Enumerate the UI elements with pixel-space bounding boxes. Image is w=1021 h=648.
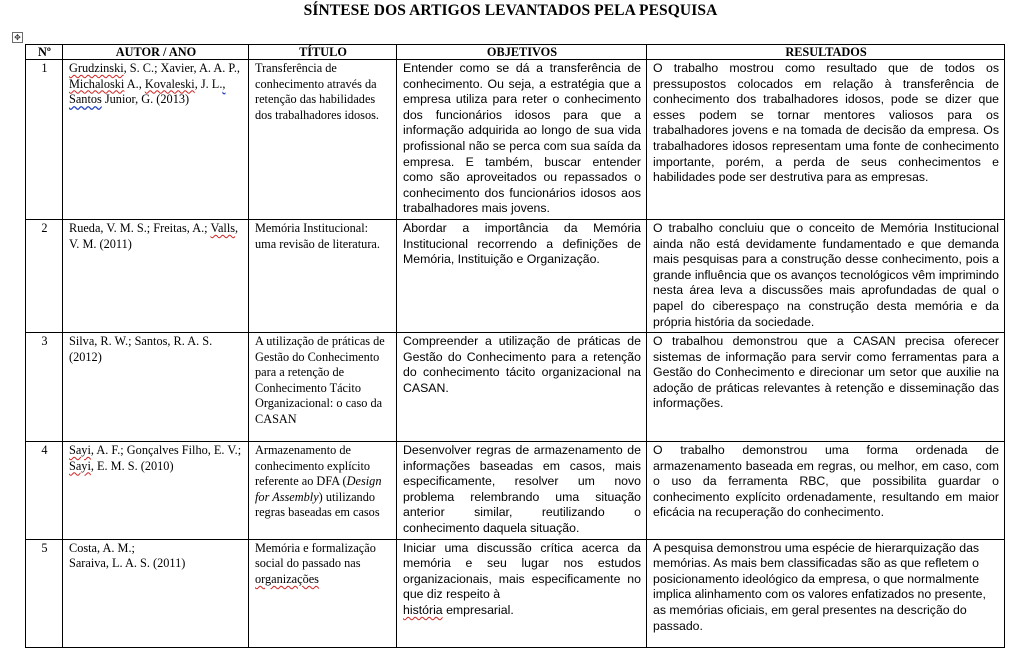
author-part: Junior, G. (2013) (101, 92, 190, 107)
table-row (26, 60, 1005, 220)
title-part: Memória e formalização social do passado nas (255, 540, 376, 571)
header-title: TÍTULO (249, 45, 397, 60)
author-line: Saraiva, L. A. S. (2011) (69, 556, 186, 571)
title-part: organizações (255, 571, 319, 586)
table-row (26, 333, 1005, 442)
author-part: A., (124, 76, 145, 91)
cell-results[interactable]: O trabalho concluiu que o conceito de Memória Institucional ainda não está devidamente fundamentado e que demanda mais pesquisas para a construção desse conhecimento, pois a grande influência que os avanços tecnológicos vêm imprimindo nesta área leva a discussões mais aprofundadas de qual o papel do ciberespaço na construção desta memória e da própria história da sociedade. (647, 219, 1005, 332)
objectives-part: história (403, 603, 443, 618)
cell-num[interactable]: 3 (26, 333, 63, 442)
cell-author[interactable]: Silva, R. W.; Santos, R. A. S. (2012) (63, 333, 249, 442)
cell-objectives[interactable]: Compreender a utilização de práticas de Gestão do Conhecimento para a retenção do conhecimento tácito organizacional na CASAN. (397, 333, 647, 442)
author-part: Sayi (69, 443, 91, 458)
cell-num[interactable]: 4 (26, 442, 63, 540)
summary-table (25, 44, 1005, 648)
cell-title[interactable]: Memória Institucional: uma revisão de literatura. (249, 219, 397, 332)
cell-title[interactable]: A utilização de práticas de Gestão do Conhecimento para a retenção de Conhecimento Tácito Organizacional: o caso da CASAN (249, 333, 397, 442)
author-part: , V. M. (2011) (69, 220, 239, 251)
cell-author[interactable] (63, 219, 249, 332)
author-part: , J. L. (194, 76, 223, 91)
author-part: , E. M. S. (2010) (90, 458, 174, 473)
author-part: , A. F.; Gonçalves Filho, E. V.; (90, 443, 242, 458)
cell-num[interactable]: 2 (26, 219, 63, 332)
cell-author[interactable] (63, 442, 249, 540)
author-part: Sayi (69, 458, 91, 473)
table-row (26, 219, 1005, 332)
header-author: AUTOR / ANO (63, 45, 249, 60)
cell-author[interactable] (63, 539, 249, 647)
cell-results[interactable]: A pesquisa demonstrou uma espécie de hierarquização das memórias. As mais bem classificadas são as que refletem o posicionamento ideológico da empresa, o que normalmente implica alinhamento com os valores enfatizados no presente, as memórias oficiais, em geral presentes na descrição do passado. (647, 539, 1005, 647)
cell-results[interactable]: O trabalho demonstrou uma forma ordenada de armazenamento baseada em regras, ou melhor, em caso, com o uso da ferramenta RBC, que possibilita guardar o conhecimento explícito ordenadamente, resultando em maior eficácia na recuperação do conhecimento. (647, 442, 1005, 540)
author-part: Valls (210, 220, 236, 235)
author-part: Grudzinski (69, 61, 124, 75)
cell-objectives[interactable]: Abordar a importância da Memória Institucional recorrendo a definições de Memória, Instituição e Organização. (397, 219, 647, 332)
cell-num[interactable]: 5 (26, 539, 63, 647)
page-title: SÍNTESE DOS ARTIGOS LEVANTADOS PELA PESQUISA (303, 2, 718, 19)
author-part: Michaloski (69, 76, 125, 91)
objectives-part: Iniciar uma discussão crítica acerca da memória e seu lugar nos estudos organizacionais, mais especificamente no que diz respeito à (403, 540, 641, 602)
header-num: Nº (26, 45, 63, 60)
author-part: , S. C.; Xavier, A. A. P., (123, 61, 240, 75)
cell-title[interactable] (249, 442, 397, 540)
cell-objectives[interactable]: Desenvolver regras de armazenamento de informações baseadas em casos, mais especificamente, resolver um novo problema relembrando uma situação anterior similar, reutilizando o conhecimento daquela situação. (397, 442, 647, 540)
header-results: RESULTADOS (647, 45, 1005, 60)
author-part: Kovaleski (144, 76, 195, 91)
cell-objectives[interactable] (397, 539, 647, 647)
title-part: ) utilizando regras baseadas em casos (255, 489, 380, 520)
header-row (26, 45, 1005, 60)
cell-num[interactable]: 1 (26, 60, 63, 220)
cell-title[interactable] (249, 539, 397, 647)
author-part: Rueda, V. M. S.; Freitas, A.; (69, 220, 211, 235)
cell-objectives[interactable]: Entender como se dá a transferência de conhecimento. Ou seja, a estratégia que a empresa utiliza para reter o conhecimento dos funcionários idosos para que a informação adquirida ao longo de sua vida profissional não se perca com sua saída da empresa. E também, buscar entender como são aproveitados ou repassados o conhecimento dos funcionários idosos aos trabalhadores mais jovens. (397, 60, 647, 220)
table-move-handle-icon[interactable]: ✥ (12, 32, 23, 43)
title-italic-part: Design for Assembly (255, 474, 382, 504)
cell-title[interactable]: Transferência de conhecimento através da retenção das habilidades dos trabalhadores idosos. (249, 60, 397, 220)
table-row (26, 442, 1005, 540)
cell-results[interactable]: O trabalho mostrou como resultado que de todos os pressupostos colocados em relação à transferência de conhecimento dos trabalhadores idosos, pode se dizer que esses podem se tornar mentores valiosos para os trabalhadores jovens e na tomada de decisão da empresa. Os trabalhadores idosos representam uma fonte de conhecimento importante, porém, a perda de seus conhecimentos e habilidades pode ser destrutiva para as empresas. (647, 60, 1005, 220)
objectives-part: empresarial. (442, 603, 514, 618)
header-objectives: OBJETIVOS (397, 45, 647, 60)
cell-results[interactable]: O trabalhou demonstrou que a CASAN precisa oferecer sistemas de informação para servir como ferramentas para a Gestão do Conhecimento e direcionar um setor que auxilie na adoção de práticas relevantes à retenção e disseminação das informações. (647, 333, 1005, 442)
cell-author[interactable] (63, 60, 249, 220)
title-part: Armazenamento de conhecimento explícito referente ao DFA ( (255, 443, 371, 489)
author-part: , Santos (69, 76, 226, 107)
author-line: Costa, A. M.; (69, 540, 135, 555)
table-row (26, 539, 1005, 647)
